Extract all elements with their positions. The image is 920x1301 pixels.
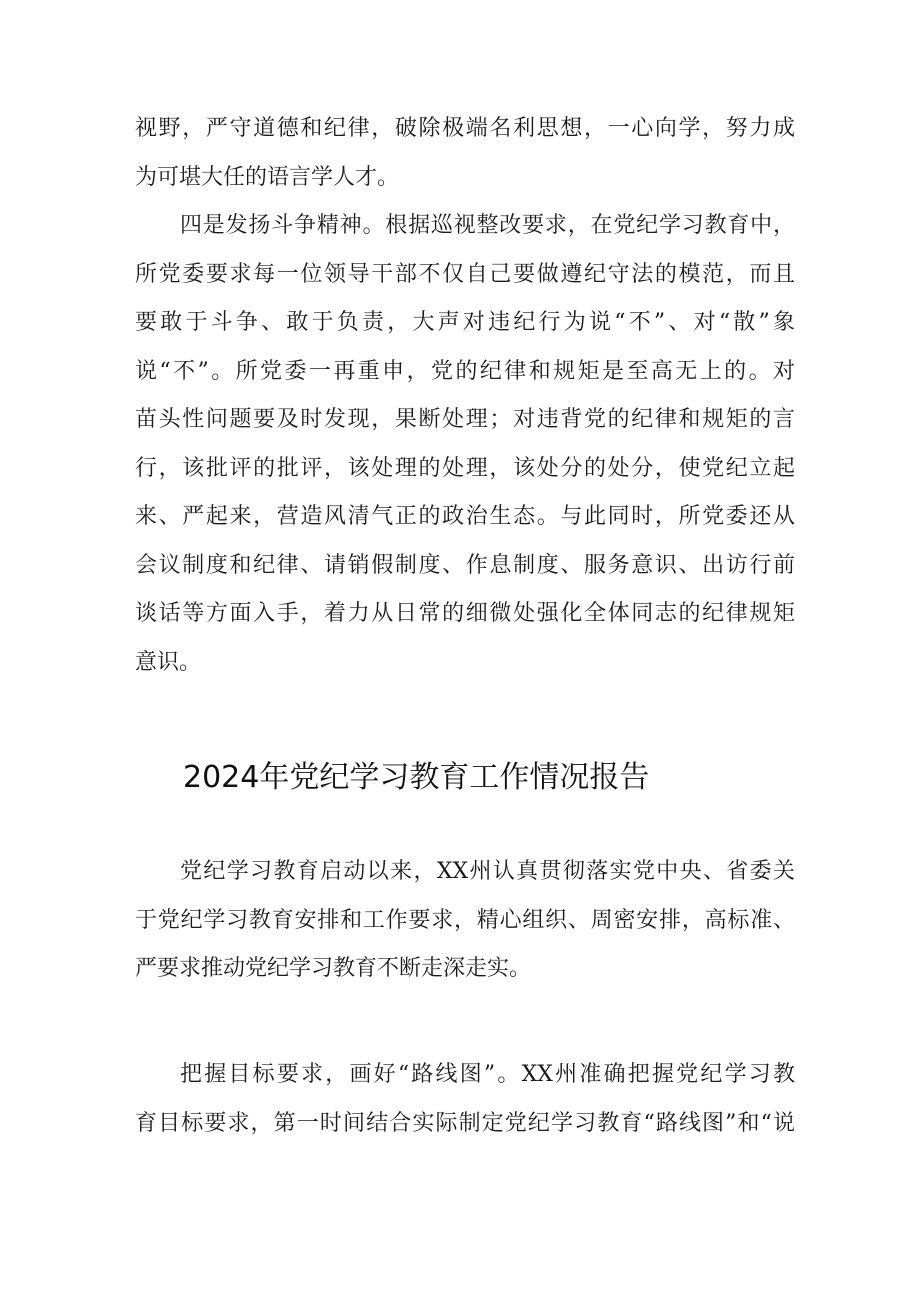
paragraph-line: 严要求推动党纪学习教育不断走深走实。	[135, 956, 532, 981]
paragraph-line: 意识。	[135, 650, 202, 675]
paragraph-line: 为可堪大任的语言学人才。	[135, 165, 400, 190]
paragraph-line: 苗头性问题要及时发现，果断处理；对违背党的纪律和规矩的言	[135, 407, 795, 432]
paragraph-line: 所党委要求每一位领导干部不仅自己要做遵纪守法的模范，而且	[135, 262, 795, 287]
paragraph-line: 党纪学习教育启动以来，XX州认真贯彻落实党中央、省委关	[180, 859, 795, 884]
paragraph-line: 行，该批评的批评，该处理的处理，该处分的处分，使党纪立起	[135, 456, 795, 481]
document-title: 2024年党纪学习教育工作情况报告	[183, 760, 650, 795]
paragraph-line: 谈话等方面入手，着力从日常的细微处强化全体同志的纪律规矩	[135, 601, 795, 626]
paragraph-line: 说“不”。所党委一再重申，党的纪律和规矩是至高无上的。对	[135, 359, 795, 384]
paragraph-line: 视野，严守道德和纪律，破除极端名利思想，一心向学，努力成	[135, 116, 795, 141]
paragraph-line: 来、严起来，营造风清气正的政治生态。与此同时，所党委还从	[135, 504, 795, 529]
paragraph-line: 会议制度和纪律、请销假制度、作息制度、服务意识、出访行前	[135, 553, 795, 578]
paragraph-line: 要敢于斗争、敢于负责，大声对违纪行为说“不”、对“散”象	[135, 310, 795, 335]
paragraph-line: 育目标要求，第一时间结合实际制定党纪学习教育“路线图”和“说	[135, 1111, 795, 1136]
paragraph-line: 于党纪学习教育安排和工作要求，精心组织、周密安排，高标准、	[135, 908, 795, 933]
paragraph-line: 四是发扬斗争精神。根据巡视整改要求，在党纪学习教育中，	[180, 213, 795, 238]
paragraph-line: 把握目标要求，画好“路线图”。XX州准确把握党纪学习教	[180, 1062, 795, 1087]
